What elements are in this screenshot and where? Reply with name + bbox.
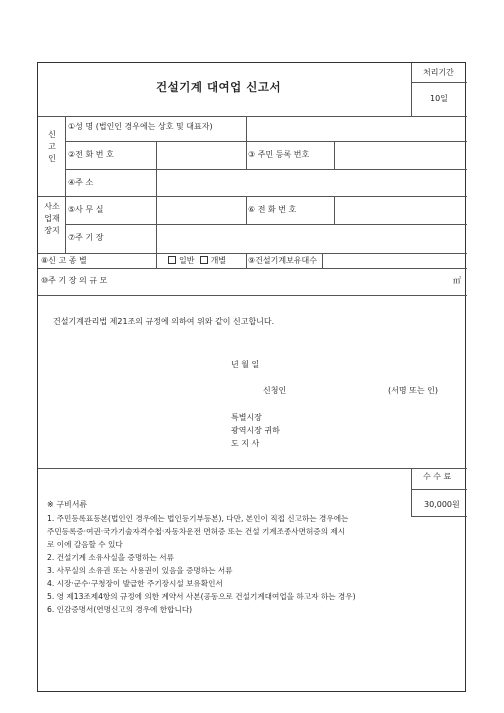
document-item: 3. 사무실의 소유권 또는 사용권이 있음을 증명하는 서류 [47,566,233,575]
phone-field[interactable] [157,142,245,168]
addressee-governor: 도 지 사 [231,439,260,448]
office-section-label: 사소 업재 장지 [44,202,60,235]
divider [411,468,412,516]
signature-note: (서명 또는 인) [388,386,438,395]
application-form [37,62,466,692]
divider [411,489,467,490]
general-checkbox[interactable] [168,256,176,264]
area-unit: ㎡ [453,276,461,285]
report-type-options [168,256,226,266]
date-line: 년 월 일 [231,360,260,369]
document-item: 5. 영 제13조제4항의 규정에 의한 계약서 사본(공동으로 건설기계대여업을 하고자 하는 경우) [47,592,356,601]
resident-no-label: ③ 주민 등록 번호 [248,150,310,159]
declaration-statement: 건설기계관리법 제21조의 규정에 의하여 위와 같이 신고합니다. [53,317,275,326]
fee-value: 30,000원 [424,500,460,509]
office-label: ⑤사 무 실 [68,205,104,214]
divider [411,516,467,517]
address-field[interactable] [157,170,466,195]
equipment-count-label: ⑨건설기계보유대수 [248,256,317,265]
addressee-metro-city: 광역시장 귀하 [231,426,280,435]
divider [246,253,247,268]
resident-no-field[interactable] [335,142,466,168]
applicant-section-label: 신 고 인 [48,130,56,163]
parking-scale-field[interactable] [158,269,448,294]
parking-scale-label: ⑩주 기 장 의 규 모 [41,276,108,285]
individual-checkbox[interactable] [200,256,208,264]
divider [156,253,157,268]
fee-label: 수 수 료 [423,472,452,481]
document-item: 2. 건설기계 소유사실을 증명하는 서류 [47,553,174,562]
divider [38,295,467,296]
name-field[interactable] [247,117,466,140]
divider [411,63,412,116]
parking-field[interactable] [157,225,466,252]
divider [246,196,247,224]
individual-option-label: 개별 [210,256,227,265]
report-type-label: ⑧신 고 종 별 [41,256,87,265]
divider [38,468,467,469]
divider [246,141,247,169]
name-label: ①성 명 (법인인 경우에는 상호 및 대표자) [68,122,213,131]
document-item: 1. 주민등록표등본(법인인 경우에는 법인등기부등본), 다만, 본인이 직접 신고하는 경우에는 [47,514,349,523]
divider [65,116,66,253]
document-item: 6. 인감증명서(연명신고의 경우에 한합니다) [47,605,193,614]
parking-label: ⑦주 기 장 [68,233,104,242]
office-field[interactable] [157,197,245,223]
phone-label: ②전 화 번 호 [68,150,114,159]
office-phone-field[interactable] [335,197,466,223]
divider [411,82,467,83]
address-label: ④주 소 [68,178,94,187]
document-item: 주민등록증·여권·국가기술자격수첩·자동차운전 면허증 또는 건설 기계조종사면허증의 제시 [47,527,346,536]
office-phone-label: ⑥ 전 화 번 호 [248,205,297,214]
equipment-count-field[interactable] [323,254,466,267]
processing-period-label: 처리기간 [423,68,454,77]
document-item: 4. 시장·군수·구청장이 발급한 주기장시설 보유확인서 [47,579,223,588]
document-item: 로 이에 갈음할 수 있다 [47,540,123,549]
applicant-signature-line: 신청인 [263,386,287,395]
documents-header: ※ 구비서류 [47,500,88,509]
processing-period-value: 10일 [430,94,448,103]
general-option-label: 일반 [179,256,195,265]
form-title: 건설기계 대여업 신고서 [156,80,282,94]
addressee-metropolitan: 특별시장 [231,413,262,422]
